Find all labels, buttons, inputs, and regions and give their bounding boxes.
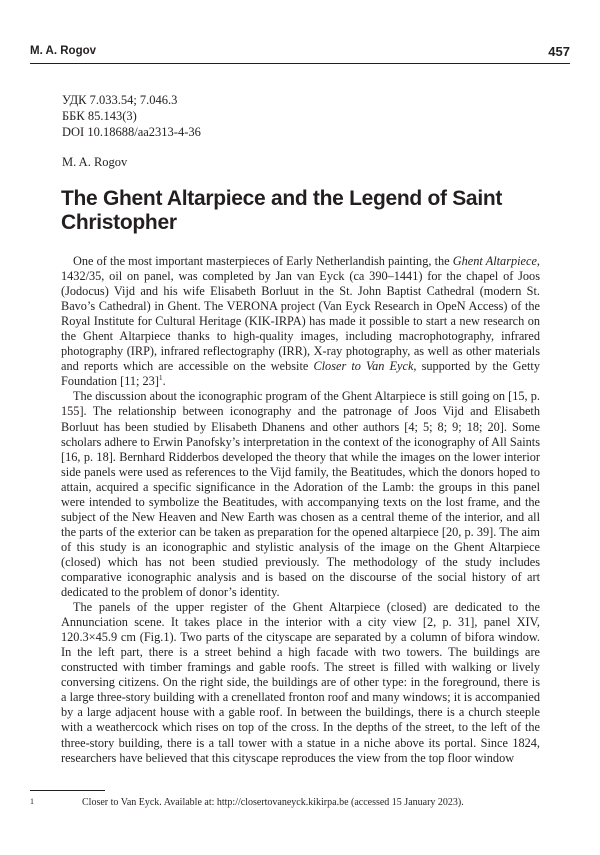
paragraph-1 [61,254,540,389]
running-header-author: M. A. Rogov [30,45,97,57]
footnote-rule [30,790,105,791]
italic-ghent-altarpiece: Ghent Altarpiece [452,254,537,268]
header-rule [30,63,570,64]
article-title: The Ghent Altarpiece and the Legend of Saint Christopher [61,187,503,234]
udk-code: УДК 7.033.54; 7.046.3 [62,93,178,107]
paragraph-2: The discussion about the iconographic program of the Ghent Altarpiece is still going on [15, p. 155]. The relationship between iconography and the patronage of Joos Vijd and Elisabeth Borluut has been studied by Elisabeth Dhanens and other authors [4; 5; 8; 9; 18; 20]. Some scholars adhere to Erwin Panofsky’s interpretation in the context of the iconography of All Saints [16, p. 18]. Bernhard Ridderbos developed the theory that while the images on the lower interior side panels were used as references to the Vijd family, the Beatitudes, which the donors hoped to attain, acquired a specific significance in the Adoration of the Lamb: the groups in this panel were intended to symbolize the Beatitudes, with accompanying texts on the lost frame, and the subject of the New Heaven and New Earth was chosen as a central theme of the interior, and all the parts of the exterior can be taken as preparation for the opened altarpiece [20, p. 39]. The aim of this study is an iconographic and stylistic analysis of the image on the Ghent Altarpiece (closed) which has not been studied previously. The methodology of the study includes comparative iconographic analysis and is based on the discourse of the social history of art dedicated to the problem of donor’s identity. [61,389,540,600]
footnote-number: 1 [30,797,34,806]
italic-closer-to-van-eyck: Closer to Van Eyck [313,359,414,374]
page-number: 457 [548,44,570,59]
article-author: M. A. Rogov [62,155,128,169]
article-body [61,254,540,766]
classification-block [62,92,201,140]
footnote [30,797,550,808]
paragraph-1-text-c: , supported by the Getty Foundation [11; 23] [61,359,540,389]
bbk-code: ББК 85.143(3) [62,109,137,123]
paragraph-1-text-b: , 1432/35, oil on panel, was completed by Jan van Eyck (ca 390–1441) for the chapel of Joos (Jodocus) Vijd and his wife Elisabeth Borluut in the St. John Baptist Cathedral (modern St. Bavo’s Cathedral) in Ghent. The VERONA project (Van Eyck Research in OpeN Access) of the Royal Institute for Cultural Heritage (KIK-IRPA) has made it possible to start a new research on the Ghent Altarpiece thanks to high-quality images, including macrophotography, infrared photography (IRP), infrared reflectography (IRR), X-ray photography, as well as other materials and reports which are accessible on the website [61,254,540,374]
paragraph-3: The panels of the upper register of the Ghent Altarpiece (closed) are dedicated to the Annunciation scene. It takes place in the interior with a city view [2, p. 31], panel XIV, 120.3×45.9 cm (Fig.1). Two parts of the cityscape are separated by a column of bifora window. In the left part, there is a street behind a high facade with two towers. The buildings are constructed with timber framings and gable roofs. The street is filled with walking or lively conversing citizens. On the right side, the buildings are of other type: in the foreground, there is a large three-story building with a crenellated fronton roof and many windows; it is accompanied by a large adjacent house with a gable roof. In between the buildings, there is a church steeple with a weathercock which rises on top of the cross. In the depths of the street, to the left of the three-story building, there is a tall tower with a statue in a niche above its portal. Since 1824, researchers have believed that this cityscape reproduces the view from the top floor window [61,600,540,765]
paragraph-1-text-a: One of the most important masterpieces of Early Netherlandish painting, the [73,254,453,268]
paragraph-1-end: . [162,374,166,389]
footnote-ref[interactable]: 1 [158,373,163,383]
footnote-text: Closer to Van Eyck. Available at: http://closertovaneyck.kikirpa.be (accessed 15 January 2023). [82,797,464,808]
doi: DOI 10.18688/aa2313-4-36 [62,125,201,139]
